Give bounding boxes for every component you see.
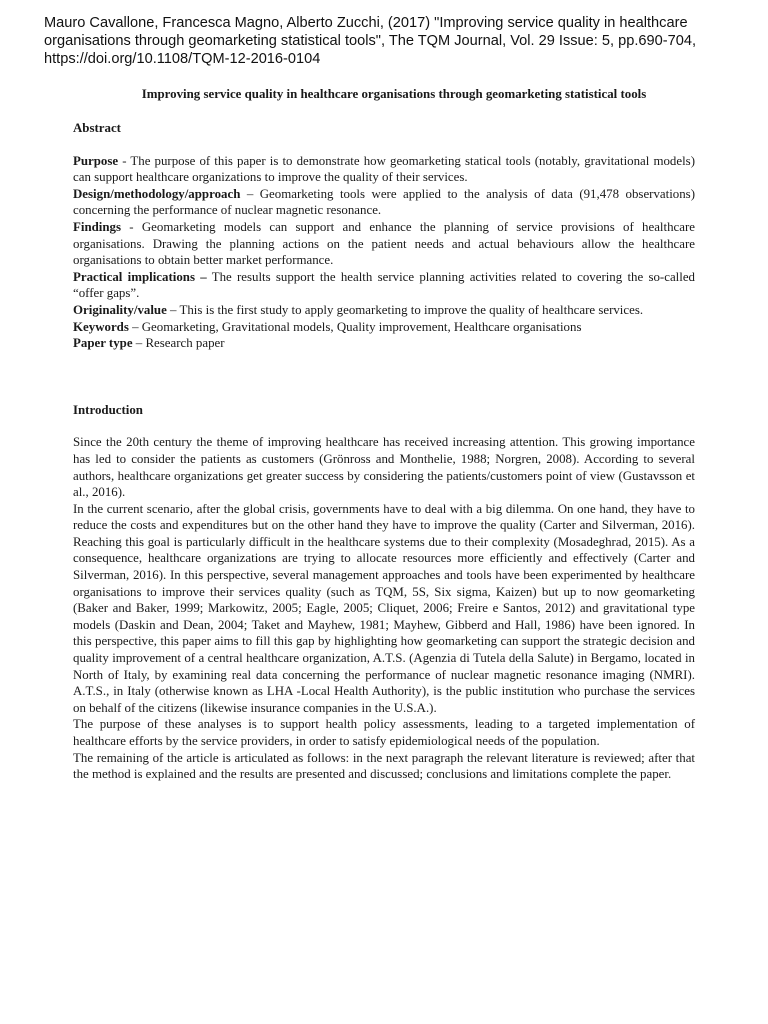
abstract-heading: Abstract bbox=[73, 121, 121, 135]
abstract-keywords bbox=[73, 319, 695, 336]
design-text: – Geomarketing tools were applied to the analysis of data (91,478 observations) concerning the performance of nuclear magnetic resonance. bbox=[73, 186, 695, 218]
purpose-label: Purpose bbox=[73, 153, 119, 168]
paper-type-text: – Research paper bbox=[132, 336, 225, 351]
findings-text: - Geomarketing models can support and enhance the planning of service provisions of healthcare organisations. Drawing the planning actions on the patient needs and actual behaviours allow the healthcare organisations to obtain better market performance. bbox=[73, 219, 695, 268]
purpose-text: - The purpose of this paper is to demonstrate how geomarketing statical tools (notably, gravitational models) can support healthcare organizations to improve the quality of their services. bbox=[73, 153, 695, 185]
intro-paragraph: The purpose of these analyses is to support health policy assessments, leading to a targeted implementation of healthcare efforts by the service providers, in order to satisfy epidemiological needs of the population. bbox=[73, 717, 695, 748]
abstract-design bbox=[73, 186, 695, 219]
design-label: Design/methodology/approach bbox=[73, 186, 241, 201]
keywords-label: Keywords bbox=[73, 319, 129, 334]
originality-label: Originality/value bbox=[73, 302, 167, 317]
intro-paragraph: The remaining of the article is articulated as follows: in the next paragraph the relevant literature is reviewed; after that the method is explained and the results are presented and discussed; conclusions and limitations complete the paper. bbox=[73, 750, 695, 782]
article-body bbox=[73, 86, 695, 783]
abstract-purpose bbox=[73, 153, 695, 186]
paper-type-label: Paper type bbox=[73, 336, 133, 351]
practical-text: The results support the health service planning activities related to covering the so-called “offer gaps”. bbox=[73, 269, 695, 301]
abstract-practical bbox=[73, 269, 695, 302]
intro-paragraph: In the current scenario, after the global crisis, governments have to deal with a big dilemma. On one hand, they have to reduce the costs and expenditures but on the other hand they have to improve the quality (Carter and Silverman, 2016). Reaching this goal is particularly difficult in the healthcare systems due to their complexity (Mosadeghrad, 2015). As a consequence, healthcare organizations are trying to allocate resources more efficiently and effectively (Carter and Silverman, 2016). In this perspective, several management approaches and tools have been experimented by healthcare organisations to improve their services quality (such as TQM, 5S, Six sigma, Kaizen) but up to now geomarketing (Baker and Baker, 1999; Markowitz, 2005; Eagle, 2005; Cliquet, 2006; Freire e Santos, 2012) and gravitational type models (Daskin and Dean, 2004; Taket and Mayhew, 1981; Mayhew, Gibberd and Hall, 1986) have been ignored. In this perspective, this paper aims to fill this gap by highlighting how geomarketing can support the strategic decision and quality improvement of a central healthcare organization, A.T.S. (Agenzia di Tutela della Salute) in Bergamo, located in North of Italy, by examining real data concerning the performance of nuclear magnetic resonance imaging (NMRI). A.T.S., in Italy (otherwise known as LHA -Local Health Authority), is the public institution who purchase the services on behalf of the citizens (likewise insurance companies in the U.S.A.). bbox=[73, 501, 695, 715]
practical-label: Practical implications – bbox=[73, 269, 207, 284]
abstract-paper-type bbox=[73, 335, 695, 352]
abstract-findings bbox=[73, 219, 695, 269]
keywords-text: – Geomarketing, Gravitational models, Quality improvement, Healthcare organisations bbox=[128, 319, 582, 334]
findings-label: Findings bbox=[73, 219, 122, 234]
introduction-heading: Introduction bbox=[73, 402, 143, 417]
citation-header: Mauro Cavallone, Francesca Magno, Alberto Zucchi, (2017) "Improving service quality in healthcare organisations through geomarketing statistical tools", The TQM Journal, Vol. 29 Issue: 5, pp.690-704, https://doi.org/10.1108/TQM-12-2016-0104 bbox=[44, 15, 697, 67]
abstract-originality bbox=[73, 302, 695, 319]
originality-text: – This is the first study to apply geomarketing to improve the quality of healthcare services. bbox=[166, 302, 644, 317]
intro-paragraph: Since the 20th century the theme of improving healthcare has received increasing attention. This growing importance has led to consider the patients as customers (Grönross and Monthelie, 1988; Norgren, 2008). According to several authors, healthcare organizations get greater success by considering the patients/customers point of view (Gustavsson et al., 2016). bbox=[73, 435, 695, 500]
article-title: Improving service quality in healthcare organisations through geomarketing statistical tools bbox=[141, 87, 647, 101]
